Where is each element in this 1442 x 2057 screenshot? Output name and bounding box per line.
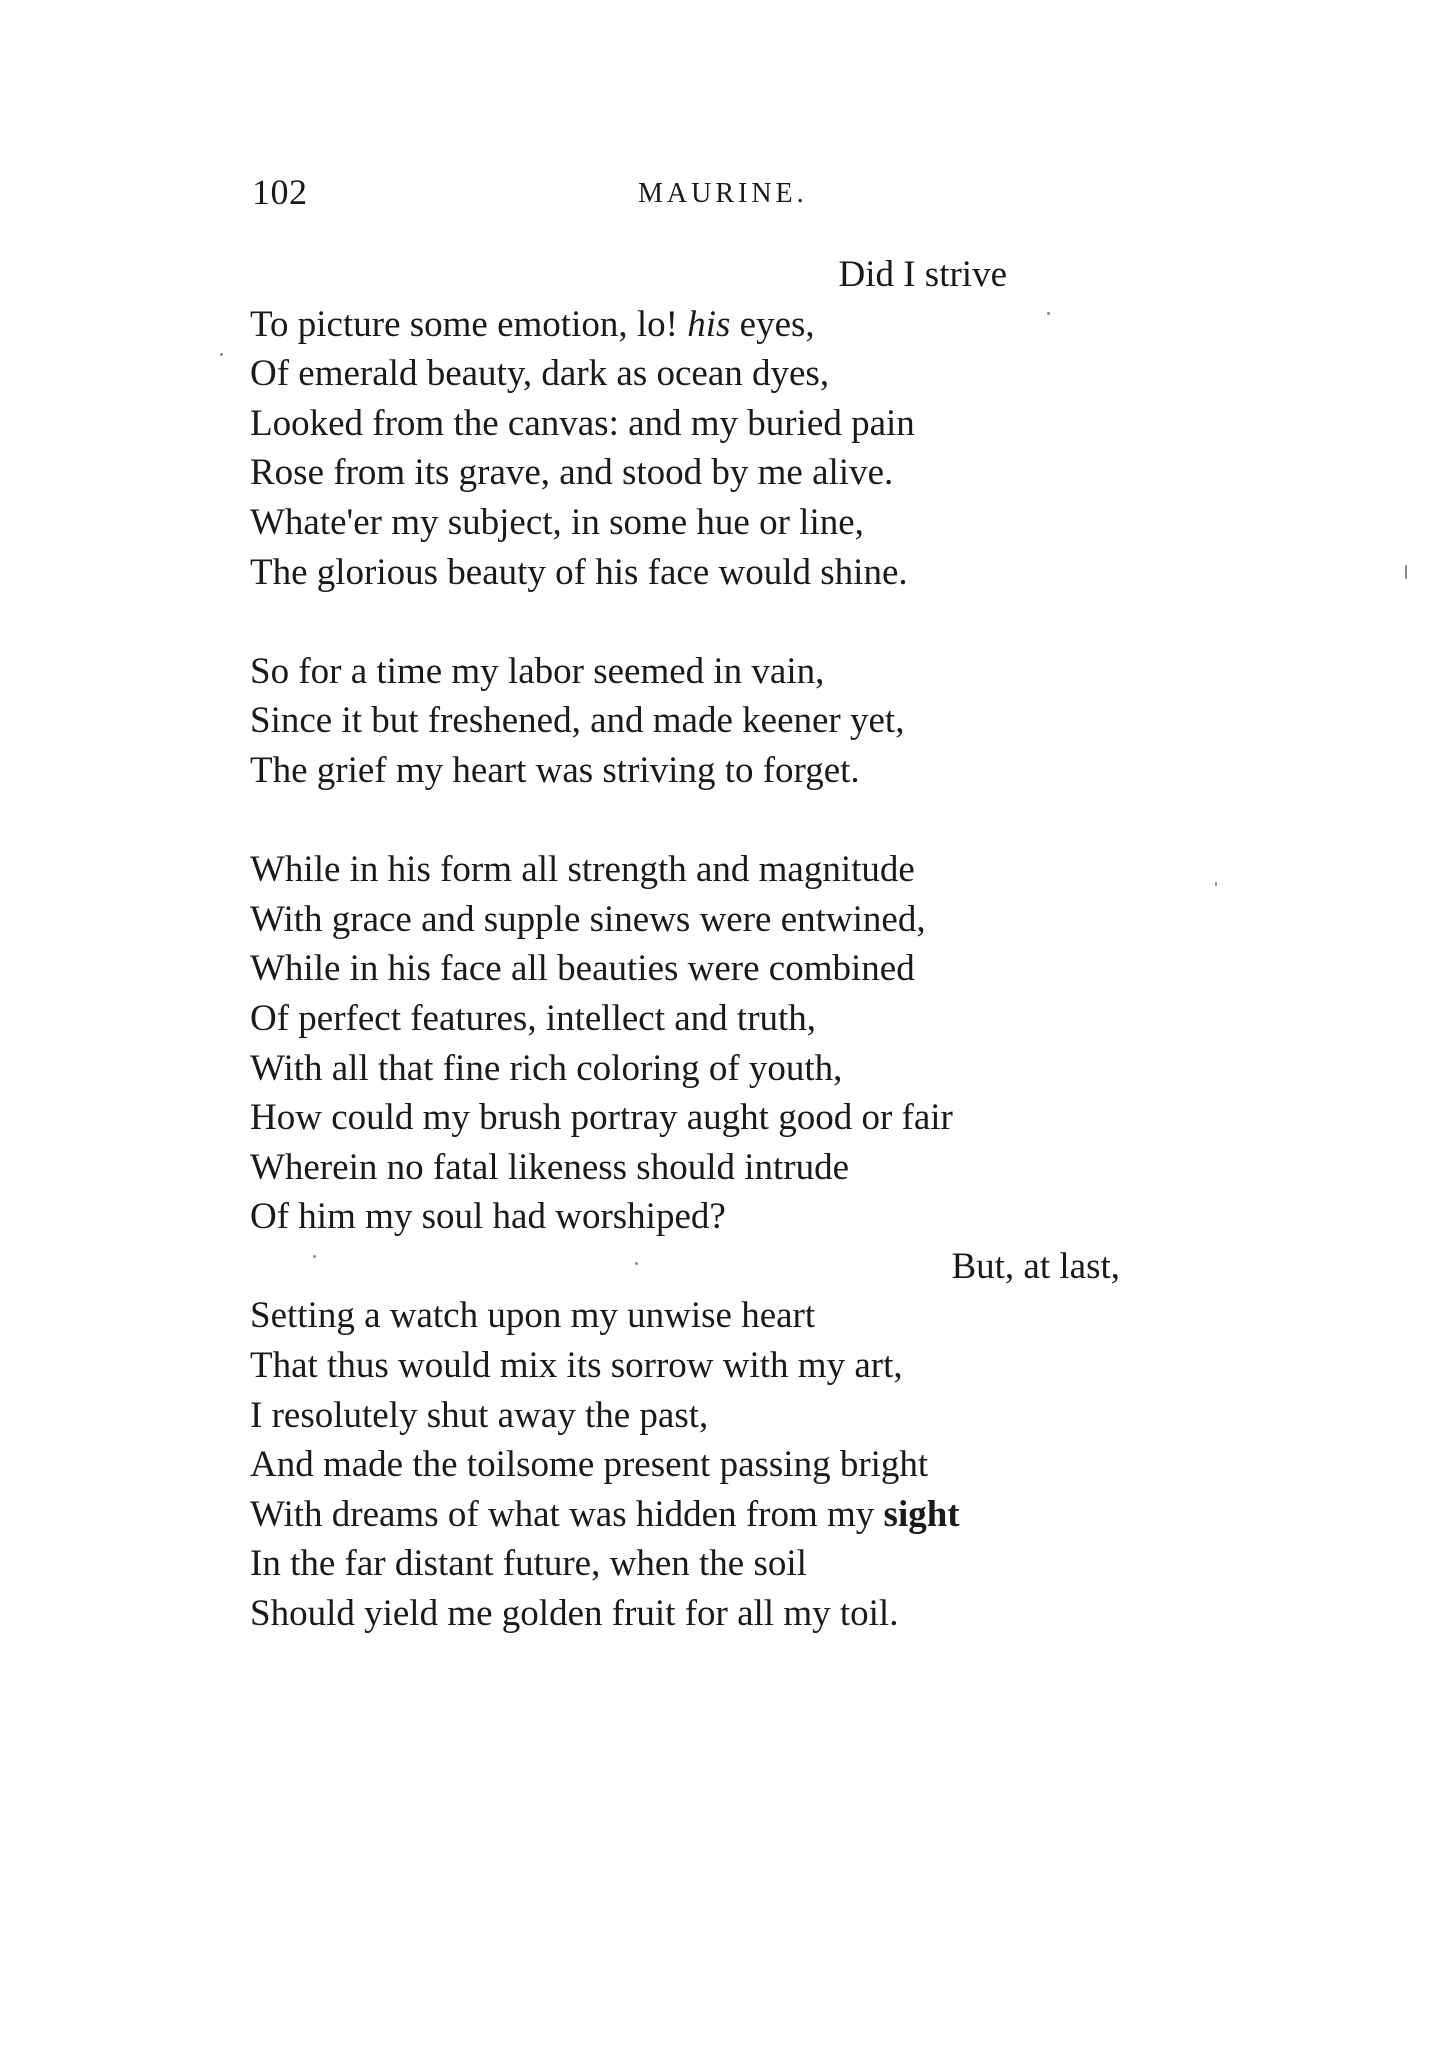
poem-line: And made the toilsome present passing bright: [250, 1444, 929, 1486]
scan-speck: [635, 1262, 638, 1265]
poem-line: In the far distant future, when the soil: [250, 1543, 807, 1585]
scan-speck: [220, 353, 223, 356]
line-text: eyes,: [730, 303, 815, 345]
poem-line: Of him my soul had worshiped?: [250, 1196, 726, 1238]
poem-line: Of perfect features, intellect and truth,: [250, 997, 817, 1039]
poem-line: Should yield me golden fruit for all my toil.: [250, 1593, 899, 1635]
poem-line: How could my brush portray aught good or fair: [250, 1097, 953, 1139]
scan-speck: [313, 1255, 316, 1258]
scan-speck: [1047, 312, 1050, 315]
poem-line: The glorious beauty of his face would shine.: [250, 551, 908, 593]
poem-line: Since it but freshened, and made keener yet,: [250, 700, 905, 742]
scan-speck: [1215, 882, 1217, 886]
page-number: 102: [252, 172, 308, 212]
poem-line: While in his face all beauties were combined: [250, 948, 915, 990]
poem-line: But, at last,: [951, 1245, 1120, 1287]
poem-line: Whate'er my subject, in some hue or line,: [250, 501, 864, 543]
italic-word: his: [687, 303, 731, 345]
stanza-break: [250, 597, 1250, 647]
poem-line: [250, 300, 1250, 350]
poem-text: [250, 250, 1250, 1639]
line-text: With dreams of what was hidden from my: [250, 1493, 884, 1535]
stanza-break: [250, 796, 1250, 846]
poem-line: Setting a watch upon my unwise heart: [250, 1295, 816, 1337]
line-text: To picture some emotion, lo!: [250, 303, 688, 345]
poem-line: Rose from its grave, and stood by me alive.: [250, 452, 894, 494]
poem-line: [250, 1490, 1250, 1540]
poem-line: With all that fine rich coloring of youth,: [250, 1047, 843, 1089]
poem-line: I resolutely shut away the past,: [250, 1394, 709, 1436]
poem-line: The grief my heart was striving to forget.: [250, 749, 860, 791]
poem-line: With grace and supple sinews were entwined,: [250, 898, 926, 940]
poem-line: Did I strive: [838, 254, 1007, 295]
poem-line: While in his form all strength and magnitude: [250, 849, 915, 891]
poem-line: Of emerald beauty, dark as ocean dyes,: [250, 353, 830, 395]
poem-line: So for a time my labor seemed in vain,: [250, 650, 825, 692]
poem-line: Wherein no fatal likeness should intrude: [250, 1146, 850, 1188]
scan-speck: [1405, 565, 1407, 579]
bold-word: sight: [883, 1493, 960, 1535]
running-title: MAURINE.: [638, 178, 808, 209]
poem-line: Looked from the canvas: and my buried pain: [250, 402, 915, 444]
poem-line: That thus would mix its sorrow with my art,: [250, 1345, 903, 1387]
